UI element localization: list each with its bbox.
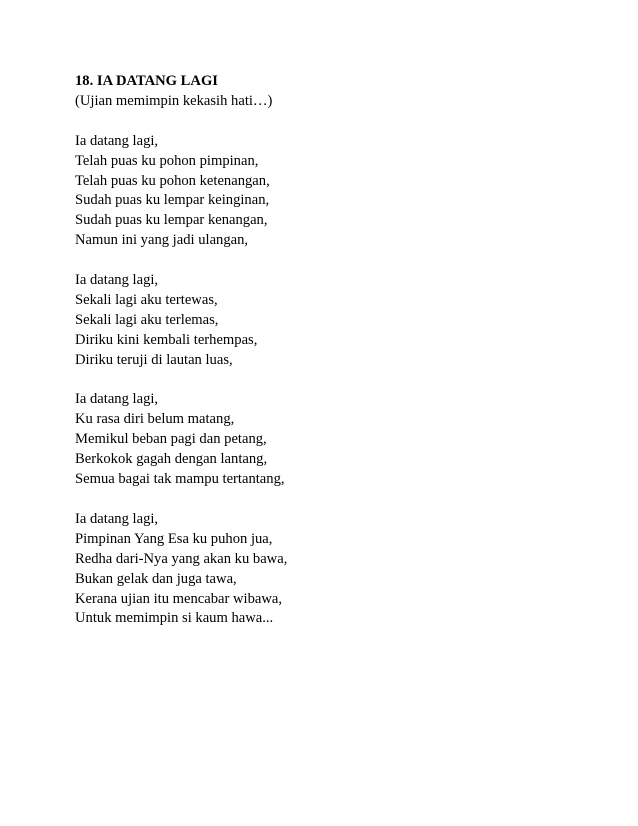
- poem-title: 18. IA DATANG LAGI: [75, 73, 218, 89]
- stanza-1: [75, 132, 595, 251]
- poem-line: Telah puas ku pohon pimpinan,: [75, 152, 259, 169]
- poem-line: Sekali lagi aku tertewas,: [75, 291, 218, 308]
- stanza-2: [75, 271, 595, 371]
- poem-line: Ia datang lagi,: [75, 272, 159, 289]
- poem-line: Semua bagai tak mampu tertantang,: [75, 471, 285, 488]
- poem-line: Ku rasa diri belum matang,: [75, 411, 235, 428]
- stanza-4: [75, 510, 595, 629]
- poem-line: Sudah puas ku lempar keinginan,: [75, 192, 270, 209]
- stanza-3: [75, 390, 595, 490]
- poem-body: [75, 72, 595, 649]
- poem-line: Bukan gelak dan juga tawa,: [75, 570, 237, 587]
- poem-line: Ia datang lagi,: [75, 391, 159, 408]
- poem-line: Kerana ujian itu mencabar wibawa,: [75, 590, 283, 607]
- poem-line: Pimpinan Yang Esa ku puhon jua,: [75, 530, 273, 547]
- poem-line: Ia datang lagi,: [75, 132, 159, 149]
- poem-subtitle: (Ujian memimpin kekasih hati…): [75, 92, 273, 109]
- poem-line: Ia datang lagi,: [75, 510, 159, 527]
- poem-line: Diriku teruji di lautan luas,: [75, 351, 233, 368]
- poem-line: Sudah puas ku lempar kenangan,: [75, 212, 268, 229]
- poem-line: Redha dari-Nya yang akan ku bawa,: [75, 550, 288, 567]
- poem-line: Untuk memimpin si kaum hawa...: [75, 610, 274, 627]
- poem-line: Sekali lagi aku terlemas,: [75, 311, 219, 328]
- poem-line: Memikul beban pagi dan petang,: [75, 431, 267, 448]
- poem-line: Diriku kini kembali terhempas,: [75, 331, 258, 348]
- poem-line: Berkokok gagah dengan lantang,: [75, 451, 268, 468]
- poem-line: Telah puas ku pohon ketenangan,: [75, 172, 270, 189]
- poem-line: Namun ini yang jadi ulangan,: [75, 232, 249, 249]
